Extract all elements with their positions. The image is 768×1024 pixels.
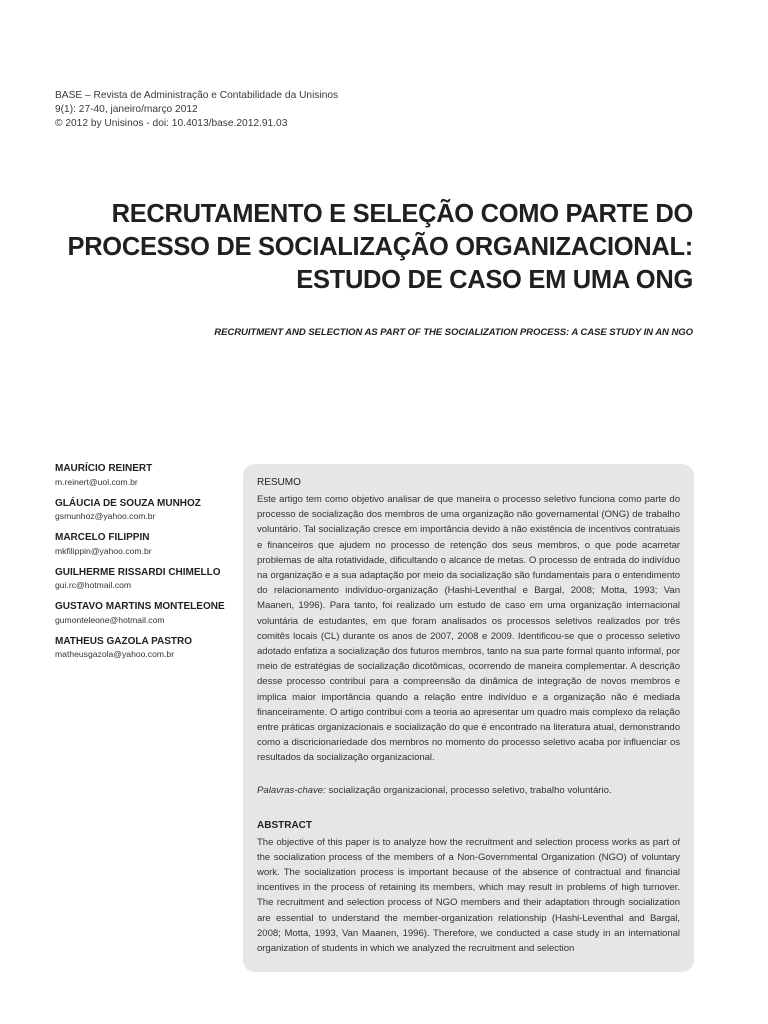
author-entry: [55, 601, 225, 626]
author-list: [55, 463, 225, 670]
author-name: MATHEUS GAZOLA PASTRO: [55, 635, 193, 647]
abstract-text: The objective of this paper is to analyze how the recruitment and selection process works as part of the socialization process of the members of a Non-Governmental Organization (NGO) of voluntary work. The socialization process is important because of the absence of contractual and financial incentives in the process of retaining its members, which may result in problems of high turnover. The recruitment and selection process of NGO members and their adaptation through socialization are essential to understand the member-organization relationship (Hashi-Leventhal and Bargal, 2008; Motta, 1993, Van Maanen, 1996). Therefore, we conducted a case study in an international organization of students in which we analyzed the recruitment and selection: [257, 836, 680, 955]
author-email[interactable]: gsmunhoz@yahoo.com.br: [55, 511, 156, 521]
author-email[interactable]: mkfilippin@yahoo.com.br: [55, 545, 152, 556]
abstract-panel: [243, 464, 694, 972]
author-name: GUSTAVO MARTINS MONTELEONE: [55, 601, 225, 612]
english-title: RECRUITMENT AND SELECTION AS PART OF THE SOCIALIZATION PROCESS: A CASE STUDY IN AN NGO: [214, 327, 693, 338]
article-title: [53, 198, 693, 297]
journal-header: [55, 89, 338, 131]
author-name: MAURÍCIO REINERT: [55, 463, 153, 474]
abstract-section: [257, 820, 680, 957]
keywords-text: socialização organizacional, processo seletivo, trabalho voluntário.: [325, 784, 612, 796]
title-line-3: ESTUDO DE CASO EM UMA ONG: [296, 266, 693, 294]
title-line-1: RECRUTAMENTO E SELEÇÃO COMO PARTE DO: [111, 200, 693, 228]
author-email[interactable]: m.reinert@uol.com.br: [55, 476, 138, 487]
author-entry: [55, 636, 225, 661]
author-entry: [55, 532, 225, 557]
author-email[interactable]: gui.rc@hotmail.com: [55, 580, 132, 590]
title-line-2: PROCESSO DE SOCIALIZAÇÃO ORGANIZACIONAL:: [67, 233, 693, 261]
journal-issue: 9(1): 27-40, janeiro/março 2012: [55, 104, 198, 115]
journal-copyright-doi: © 2012 by Unisinos - doi: 10.4013/base.2012.91.03: [55, 118, 288, 129]
resumo-heading: RESUMO: [257, 477, 301, 488]
author-entry: [55, 463, 225, 488]
journal-name: BASE – Revista de Administração e Contabilidade da Unisinos: [55, 90, 339, 101]
author-email[interactable]: gumonteleone@hotmail.com: [55, 614, 165, 625]
author-name: GLÁUCIA DE SOUZA MUNHOZ: [55, 497, 201, 509]
abstract-heading: ABSTRACT: [257, 819, 312, 831]
resumo-text: Este artigo tem como objetivo analisar de que maneira o processo seletivo funciona como parte do processo de socialização dos membros de uma organização não governamental (ONG) de trabalho voluntário. Tal socialização cresce em importância devido à não existência de incentivos contratuais e financeiros que ajudem no processo de retenção dos seus membros, o que pode acarretar problemas de alta rotatividade, dificultando o alcance de metas. O processo de entrada do indivíduo na organização e a sua adaptação por meio da socialização são fundamentais para o entendimento do relacionamento indivíduo-organização (Hashi-Leventhal e Bargal, 2008; Motta, 1993; Van Maanen, 1996). Para tanto, foi realizado um estudo de caso em uma organização internacional voluntária de estudantes, em que foram analisados os processos seletivos realizados por três comitês locais (CL) durante os anos de 2007, 2008 e 2009. Identificou-se que o processo seletivo adotado enfatiza a socialização dos futuros membros, tanto na sua parte formal quanto informal, por meio de estratégias de socialização dicotômicas, ocorrendo de maneira complementar. A descrição desse processo contribui para a compreensão da dinâmica de integração de novos membros e implica maior importância quando a relação entre indivíduo e a organização não é mediada financeiramente. O artigo contribui com a teoria ao apresentar um quadro mais complexo da relação entre práticas organizacionais e socialização do que é encontrado na literatura atual, demonstrando como a discricionariedade dos membros no momento do processo seletivo acaba por influenciar os resultados da socialização organizacional.: [257, 494, 680, 764]
author-name: MARCELO FILIPPIN: [55, 532, 150, 543]
author-entry: [55, 567, 225, 592]
author-name: GUILHERME RISSARDI CHIMELLO: [55, 566, 221, 578]
author-entry: [55, 498, 225, 523]
keywords-label: Palavras-chave:: [257, 784, 326, 796]
keywords: [257, 783, 680, 798]
author-email[interactable]: matheusgazola@yahoo.com.br: [55, 649, 175, 659]
